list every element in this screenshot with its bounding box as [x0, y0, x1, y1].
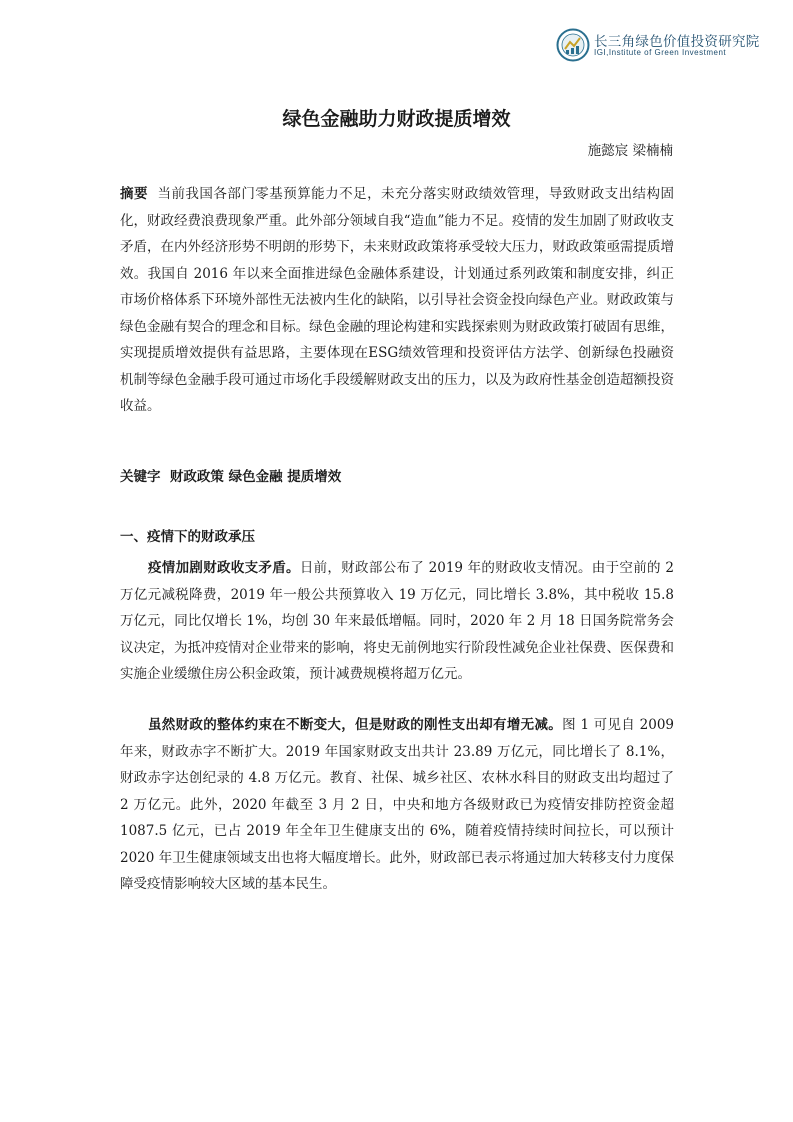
institute-logo-icon [556, 28, 590, 62]
authors: 施懿宸 梁楠楠 [587, 143, 673, 159]
paragraph-1-lead: 疫情加剧财政收支矛盾。 [148, 560, 300, 576]
section-heading: 一、疫情下的财政承压 [120, 529, 255, 545]
institute-name-en: IGI,Institute of Green Investment [594, 48, 727, 57]
abstract [120, 181, 674, 420]
institute-name-cn: 长三角绿色价值投资研究院 [594, 34, 760, 50]
page-header [556, 26, 776, 66]
abstract-text: 当前我国各部门零基预算能力不足，未充分落实财政绩效管理，导致财政支出结构固化，财政经费浪费现象严重。此外部分领域自我“造血”能力不足。疫情的发生加剧了财政收支矛盾，在内外经济形势不明朗的形势下，未来财政政策将承受较大压力，财政政策亟需提质增效。我国自 2016 年以来全面推进绿色金融体系建设，计划通过系列政策和制度安排，纠正市场价格体系下环境外部性无法被内生化的缺陷，以引导社会资金投向绿色产业。财政政策与绿色金融有契合的理念和目标。绿色金融的理论构建和实践探索则为财政政策打破固有思维，实现提质增效提供有益思路，主要体现在ESG绩效管理和投资评估方法学、创新绿色投融资机制等绿色金融手段可通过市场化手段缓解财政支出的压力，以及为政府性基金创造超额投资收益。 [120, 186, 674, 414]
keywords-text: 财政政策 绿色金融 提质增效 [169, 469, 342, 485]
paragraph-2-lead: 虽然财政的整体约束在不断变大，但是财政的刚性支出却有增无减。 [148, 717, 563, 733]
article-title: 绿色金融助力财政提质增效 [282, 108, 511, 130]
paragraph-1-text: 日前，财政部公布了 2019 年的财政收支情况。由于空前的 2 万亿元减税降费，2019 年一般公共预算收入 19 万亿元，同比增长 3.8%，其中税收 15.8 万亿元，同比仅增长 1%，均创 30 年来最低增幅。同时，2020 年 2 月 18 日国务院常务会议决定，为抵冲疫情对企业带来的影响，将史无前例地实行阶段性减免企业社保费、医保费和实施企业缓缴住房公积金政策，预计减费规模将超万亿元。 [120, 560, 674, 682]
paragraph-1 [120, 555, 674, 688]
abstract-label: 摘要 [120, 186, 148, 202]
keywords [120, 464, 674, 491]
paragraph-2 [120, 712, 674, 898]
paragraph-2-text: 图 1 可见自 2009 年来，财政赤字不断扩大。2019 年国家财政支出共计 23.89 万亿元，同比增长了 8.1%，财政赤字达创纪录的 4.8 万亿元。教育、社保、城乡社区、农林水科目的财政支出均超过了 2 万亿元。此外，2020 年截至 3 月 2 日，中央和地方各级财政已为疫情安排防控资金超 1087.5 亿元，已占 2019 年全年卫生健康支出的 6%，随着疫情持续时间拉长，可以预计 2020 年卫生健康领域支出也将大幅度增长。此外，财政部已表示将通过加大转移支付力度保障受疫情影响较大区域的基本民生。 [120, 717, 674, 892]
keywords-label: 关键字 [120, 469, 161, 485]
